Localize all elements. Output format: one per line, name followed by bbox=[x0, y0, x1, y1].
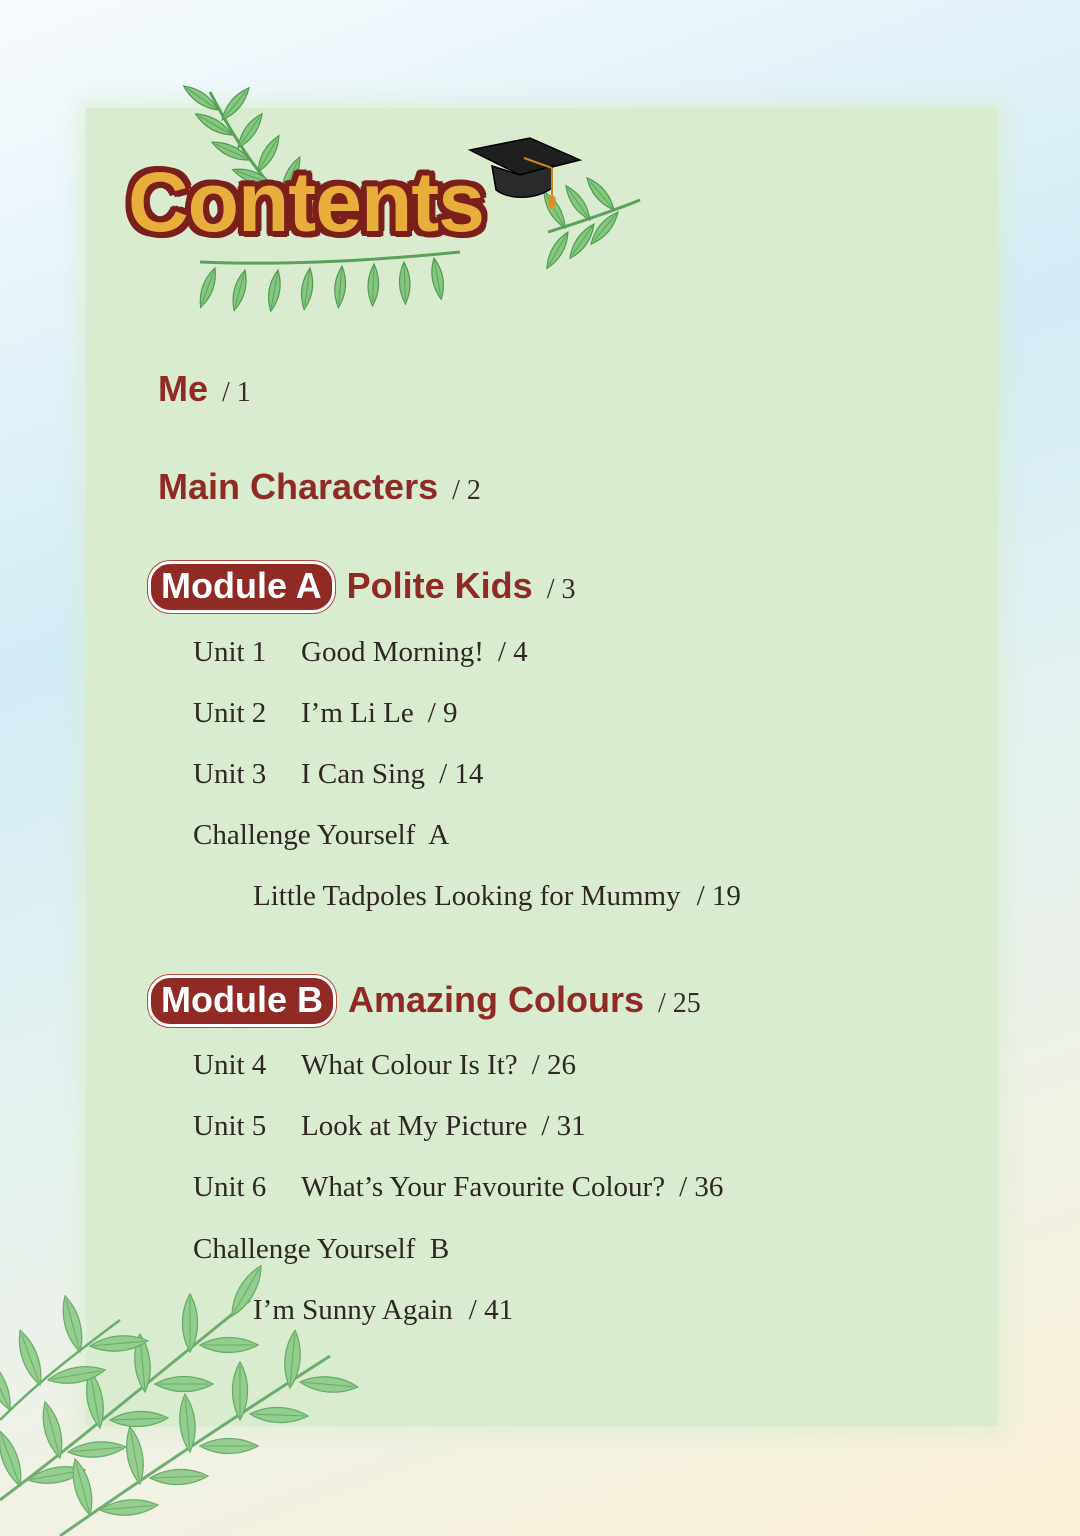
unit-number: Unit 1 bbox=[193, 636, 267, 668]
unit-title: What’s Your Favourite Colour? bbox=[301, 1171, 666, 1203]
module-page: / 3 bbox=[546, 574, 576, 605]
toc-story-a[interactable] bbox=[253, 880, 741, 913]
story-title: I’m Sunny Again bbox=[253, 1294, 453, 1326]
toc-entry-me[interactable] bbox=[158, 368, 251, 410]
unit-title: Look at My Picture bbox=[301, 1110, 528, 1142]
toc-story-b[interactable] bbox=[253, 1294, 513, 1327]
toc-unit-5[interactable] bbox=[193, 1110, 586, 1143]
story-title: Little Tadpoles Looking for Mummy bbox=[253, 880, 681, 912]
toc-unit-2[interactable] bbox=[193, 697, 458, 730]
module-page: / 25 bbox=[658, 988, 701, 1019]
toc-challenge-a[interactable]: Challenge Yourself A bbox=[193, 819, 450, 851]
story-page: / 41 bbox=[468, 1294, 514, 1326]
unit-number: Unit 6 bbox=[193, 1171, 267, 1203]
toc-unit-4[interactable] bbox=[193, 1049, 576, 1082]
module-badge: Module A bbox=[148, 561, 335, 613]
toc-entry-title: Main Characters bbox=[158, 466, 439, 507]
unit-number: Unit 2 bbox=[193, 697, 267, 729]
unit-title: What Colour Is It? bbox=[301, 1049, 518, 1081]
story-page: / 19 bbox=[696, 880, 741, 912]
unit-page: / 4 bbox=[497, 636, 528, 668]
toc-module-a[interactable] bbox=[148, 561, 575, 613]
unit-page: / 9 bbox=[427, 697, 458, 729]
unit-title: Good Morning! bbox=[301, 636, 484, 668]
module-badge: Module B bbox=[148, 975, 336, 1027]
toc-unit-3[interactable] bbox=[193, 758, 483, 791]
toc-unit-6[interactable] bbox=[193, 1171, 723, 1204]
module-title: Amazing Colours bbox=[347, 979, 644, 1020]
toc-module-b[interactable] bbox=[148, 975, 701, 1027]
unit-page: / 14 bbox=[439, 758, 484, 790]
toc-entry-page: / 2 bbox=[452, 475, 481, 506]
toc-entry-page: / 1 bbox=[222, 377, 251, 408]
toc-entry-main-characters[interactable] bbox=[158, 466, 481, 508]
module-title: Polite Kids bbox=[346, 565, 533, 606]
unit-title: I Can Sing bbox=[301, 758, 426, 790]
unit-page: / 31 bbox=[541, 1110, 586, 1142]
unit-number: Unit 4 bbox=[193, 1049, 267, 1081]
toc-entry-title: Me bbox=[158, 368, 209, 409]
toc-challenge-b[interactable]: Challenge Yourself B bbox=[193, 1233, 450, 1265]
unit-page: / 36 bbox=[679, 1171, 724, 1203]
toc-unit-1[interactable] bbox=[193, 636, 528, 669]
unit-page: / 26 bbox=[531, 1049, 576, 1081]
unit-title: I’m Li Le bbox=[301, 697, 414, 729]
page-title: Contents bbox=[128, 155, 484, 249]
contents-title bbox=[122, 150, 562, 280]
unit-number: Unit 3 bbox=[193, 758, 267, 790]
unit-number: Unit 5 bbox=[193, 1110, 267, 1142]
